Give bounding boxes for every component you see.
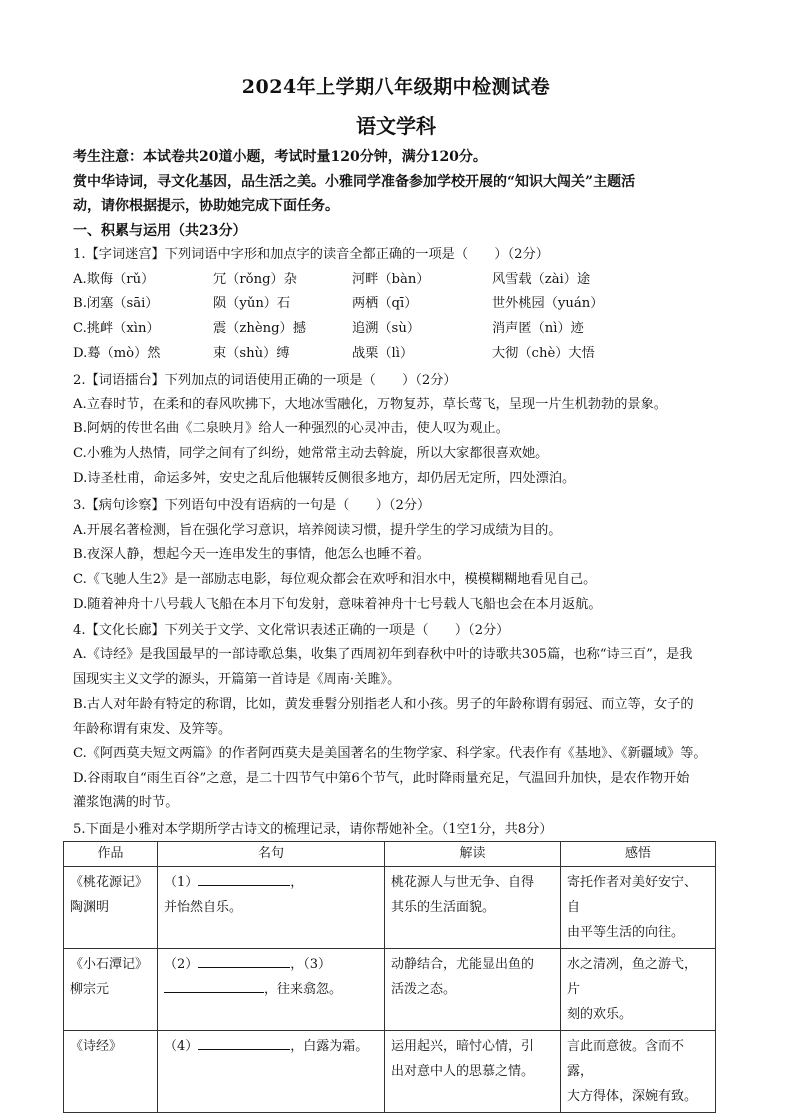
q5-r3-work-title: 《诗经》 (70, 1039, 123, 1054)
q5-r1-work-title: 《桃花源记》 (70, 875, 149, 890)
q5-header-interpretation: 解读 (385, 842, 561, 867)
q3-stem: 3.【病句诊察】下列语句中没有语病的一句是（ ）（2分） (73, 498, 431, 513)
q5-r1-punct: ， (290, 875, 304, 890)
q5-header-work: 作品 (64, 842, 158, 867)
q5-r2-interp (385, 949, 561, 1031)
answer-blank-2[interactable] (198, 953, 290, 968)
q5-r3-punct: ，白露为霜。 (290, 1039, 369, 1054)
q4-option-d-line-1: D.谷雨取自“雨生百谷”之意，是二十四节气中第6个节气，此时降雨量充足，气温回升加快，是农作物开始 (73, 771, 690, 786)
q5-r3-insight (561, 1031, 716, 1113)
q1-b-3: 两栖（qī） (352, 296, 418, 311)
q5-r3-interp-line-2: 出对意中人的思慕之情。 (391, 1064, 535, 1079)
q5-r2-work (64, 949, 158, 1031)
q1-d-3: 战栗（lì） (352, 346, 414, 361)
q1-b-2: 陨（yǔn）石 (213, 296, 291, 311)
q1-d-2: 束（shù）缚 (213, 346, 290, 361)
q4-option-a-line-1: A.《诗经》是我国最早的一部诗歌总集，收集了西周初年到春秋中叶的诗歌共305篇，也称“诗三百”，是我 (73, 647, 693, 662)
answer-blank-3[interactable] (164, 978, 264, 993)
q1-a-2: 冗（rǒng）杂 (213, 272, 297, 287)
q2-option-a: A.立春时节，在柔和的春风吹拂下，大地冰雪融化，万物复苏，草长莺飞，呈现一片生机勃勃的景象。 (73, 397, 667, 412)
q5-r2-insight (561, 949, 716, 1031)
q5-r1-insight-line-1: 寄托作者对美好安宁、自 (567, 875, 698, 915)
q5-r1-quote-line-2: 并怡然自乐。 (164, 900, 243, 915)
q1-b-4: 世外桃园（yuán） (492, 296, 604, 311)
q5-r2-interp-line-1: 动静结合，尤能显出鱼的 (391, 957, 535, 972)
q2-option-d: D.诗圣杜甫，命运多舛，安史之乱后他辗转反侧很多地方，却仍居无定所，四处漂泊。 (73, 471, 576, 486)
answer-blank-1[interactable] (198, 871, 290, 886)
q1-c-4: 消声匿（nì）迹 (492, 321, 584, 336)
q4-option-b-line-2: 年龄称谓有束发、及笄等。 (73, 722, 232, 737)
q1-b-1: B.闭塞（sāi） (73, 296, 159, 311)
q5-r2-insight-line-1: 水之清冽，鱼之游弋，片 (567, 957, 698, 997)
q5-r2-work-author: 柳宗元 (70, 982, 110, 997)
q5-r3-insight-line-2: 大方得体，深婉有致。 (567, 1089, 698, 1104)
q4-option-c: C.《阿西莫夫短文两篇》的作者阿西莫夫是美国著名的生物学家、科学家。代表作有《基地》、《新疆域》等。 (73, 746, 707, 761)
notice-line-2: 赏中华诗词，寻文化基因，品生活之美。小雅同学准备参加学校开展的“知识大闯关”主题活 (73, 174, 636, 190)
q3-option-d: D.随着神舟十八号载人飞船在本月下旬发射，意味着神舟十七号载人飞船也会在本月返航。 (73, 597, 602, 612)
q5-r3-work (64, 1031, 158, 1113)
q5-r2-work-title: 《小石潭记》 (70, 957, 149, 972)
exam-title: 2024年上学期八年级期中检测试卷 (241, 76, 551, 98)
q1-c-2: 震（zhèng）撼 (213, 321, 306, 336)
section-1-title: 一、积累与运用（共23分） (73, 223, 247, 239)
q5-row-2 (64, 949, 716, 1031)
q4-option-d-line-2: 灌浆饱满的时节。 (73, 795, 179, 810)
q5-r1-blank-label: （1） (164, 875, 199, 890)
q1-a-3: 河畔（bàn） (352, 272, 430, 287)
q3-option-a: A.开展名著检测，旨在强化学习意识，培养阅读习惯，提升学生的学习成绩为目的。 (73, 523, 562, 538)
subject-title: 语文学科 (356, 114, 436, 138)
q2-stem: 2.【词语擂台】下列加点的词语使用正确的一项是（ ）（2分） (73, 373, 457, 388)
q5-r3-insight-line-1: 言此而意彼。含而不露， (567, 1039, 685, 1079)
q5-r3-interp (385, 1031, 561, 1113)
q1-a-4: 风雪载（zài）途 (492, 272, 591, 287)
q4-stem: 4.【文化长廊】下列关于文学、文化常识表述正确的一项是（ ）（2分） (73, 623, 510, 638)
notice-line-3: 动，请你根据提示，协助她完成下面任务。 (73, 198, 339, 214)
q5-r1-insight (561, 867, 716, 949)
q3-option-b: B.夜深人静，想起今天一连串发生的事情，他怎么也睡不着。 (73, 547, 430, 562)
q1-d-4: 大彻（chè）大悟 (492, 346, 595, 361)
q1-c-3: 追溯（sù） (352, 321, 421, 336)
q5-r1-work (64, 867, 158, 949)
q5-r3-blank-label: （4） (164, 1039, 199, 1054)
q5-r1-insight-line-2: 由平等生活的向往。 (567, 925, 685, 940)
notice-line-1: 考生注意：本试卷共20道小题，考试时量120分钟，满分120分。 (73, 149, 487, 165)
q5-r2-blank-label: （2） (164, 957, 199, 972)
answer-blank-4[interactable] (198, 1035, 290, 1050)
q5-r2-punct: ，（3） (290, 957, 332, 972)
q1-a-1: A.欺侮（rǔ） (73, 272, 155, 287)
q3-option-c: C.《飞驰人生2》是一部励志电影，每位观众都会在欢呼和泪水中，模模糊糊地看见自己。 (73, 572, 597, 587)
q1-stem: 1.【字词迷宫】下列词语中字形和加点字的读音全都正确的一项是（ ）（2分） (73, 247, 549, 262)
q4-option-b-line-1: B.古人对年龄有特定的称谓，比如，黄发垂髫分别指老人和小孩。男子的年龄称谓有弱冠、而立等，女子的 (73, 697, 694, 712)
q5-header-insight: 感悟 (561, 842, 716, 867)
q5-r1-work-author: 陶渊明 (70, 900, 110, 915)
q1-d-1: D.蓦（mò）然 (73, 346, 161, 361)
q2-option-c: C.小雅为人热情，同学之间有了纠纷，她常常主动去斡旋，所以大家都很喜欢她。 (73, 446, 549, 461)
q5-r1-interp-line-1: 桃花源人与世无争、自得 (391, 875, 535, 890)
q1-c-1: C.挑衅（xìn） (73, 321, 160, 336)
q4-option-a-line-2: 国现实主义文学的源头，开篇第一首诗是《周南·关雎》。 (73, 672, 401, 687)
q5-header-row (64, 842, 716, 867)
q5-table (63, 841, 716, 1113)
q5-stem: 5.下面是小雅对本学期所学古诗文的梳理记录，请你帮她补全。（1空1分，共8分） (73, 822, 553, 837)
q5-r3-quote (158, 1031, 385, 1113)
q5-r2-interp-line-2: 活泼之态。 (391, 982, 457, 997)
q5-r1-interp-line-2: 其乐的生活面貌。 (391, 900, 496, 915)
q5-r2-quote (158, 949, 385, 1031)
q5-row-1 (64, 867, 716, 949)
q5-r3-interp-line-1: 运用起兴，暗忖心情，引 (391, 1039, 535, 1054)
q5-r1-interp (385, 867, 561, 949)
q5-r2-insight-line-2: 刻的欢乐。 (567, 1007, 633, 1022)
q5-r2-quote-line-2: ，往来翕忽。 (264, 982, 343, 997)
q5-header-quote: 名句 (158, 842, 385, 867)
q2-option-b: B.阿炳的传世名曲《二泉映月》给人一种强烈的心灵冲击，使人叹为观止。 (73, 421, 509, 436)
q5-r1-quote (158, 867, 385, 949)
q5-row-3 (64, 1031, 716, 1113)
